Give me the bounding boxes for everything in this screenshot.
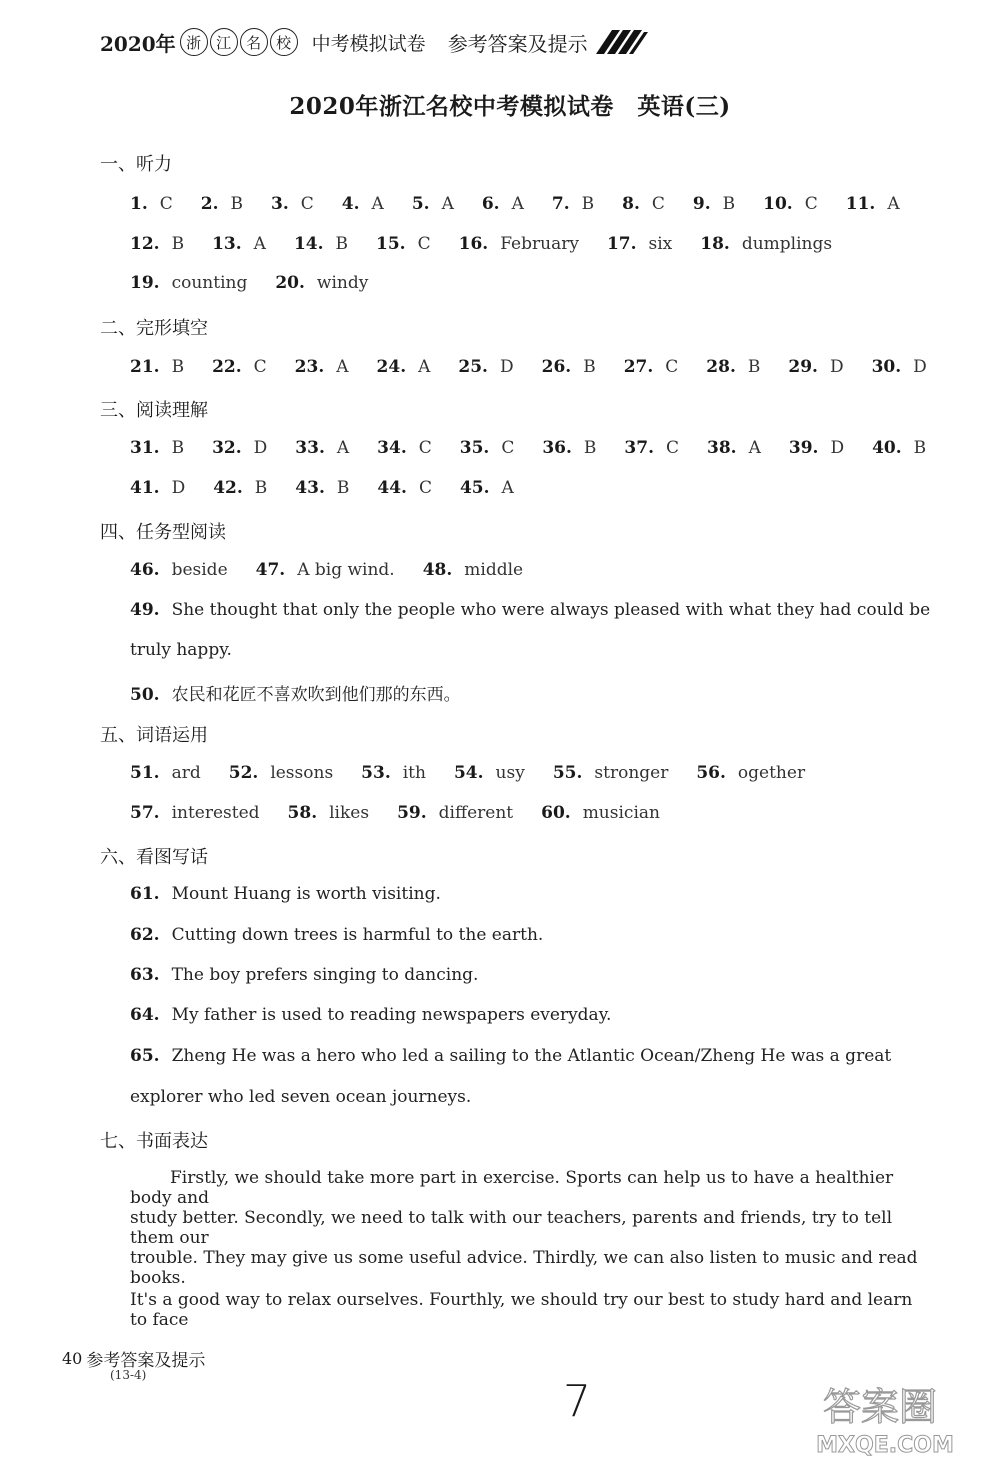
header-stripes-icon xyxy=(596,30,648,54)
answer-row xyxy=(130,763,833,783)
question-number: 64. xyxy=(130,1005,160,1025)
answer-value: C xyxy=(651,194,665,214)
answer-value: C xyxy=(159,194,173,214)
question-number: 17. xyxy=(606,234,637,254)
answer-text: Cutting down trees is harmful to the earth. xyxy=(171,925,544,945)
header-year: 2020年 xyxy=(100,31,176,56)
answer-row xyxy=(130,438,954,458)
question-number: 3. xyxy=(271,194,289,214)
answer-value: February xyxy=(500,234,579,254)
essay-line: Firstly, we should take more part in exercise. Sports can help us to have a healthier body and xyxy=(130,1168,894,1208)
answer-line xyxy=(130,1087,471,1107)
answer-value: C xyxy=(300,194,314,214)
answer-value: D xyxy=(913,357,927,377)
answer-text: explorer who led seven ocean journeys. xyxy=(130,1087,472,1107)
answer-row xyxy=(130,273,396,293)
question-number: 32. xyxy=(212,438,242,458)
question-number: 37. xyxy=(624,438,654,458)
section-heading: 五、词语运用 xyxy=(100,725,208,746)
question-number: 40. xyxy=(872,438,902,458)
answer-line xyxy=(130,1046,891,1066)
question-number: 15. xyxy=(376,234,406,254)
question-number: 57. xyxy=(130,803,160,823)
answer-value: stronger xyxy=(594,763,669,783)
question-number: 53. xyxy=(361,763,391,783)
question-number: 27. xyxy=(623,357,654,377)
question-number: 8. xyxy=(622,194,640,214)
answer-value: D xyxy=(171,478,186,498)
answer-value: counting xyxy=(171,273,248,293)
header-seal: 校 xyxy=(270,28,298,56)
answer-value: D xyxy=(499,357,514,377)
answer-value: D xyxy=(830,438,845,458)
question-number: 46. xyxy=(130,560,160,580)
answer-row xyxy=(130,560,551,580)
answer-value: C xyxy=(253,357,267,377)
question-number: 65. xyxy=(130,1046,160,1066)
answer-value: B xyxy=(230,194,244,214)
question-number: 43. xyxy=(295,478,325,498)
question-number: 11. xyxy=(845,194,876,214)
question-number: 51. xyxy=(130,763,160,783)
answer-line xyxy=(130,965,478,985)
section-heading: 三、阅读理解 xyxy=(100,400,208,421)
question-number: 63. xyxy=(130,965,160,985)
question-number: 12. xyxy=(130,234,160,254)
answer-value: A xyxy=(887,194,900,214)
answer-value: A xyxy=(371,194,384,214)
question-number: 18. xyxy=(700,234,730,254)
answer-value: C xyxy=(665,357,679,377)
answer-value: likes xyxy=(329,803,370,823)
page-title: 2020年浙江名校中考模拟试卷 英语(三) xyxy=(289,93,731,120)
answer-value: B xyxy=(913,438,927,458)
question-number: 14. xyxy=(293,234,324,254)
question-number: 36. xyxy=(542,438,572,458)
question-number: 19. xyxy=(130,273,160,293)
question-number: 25. xyxy=(458,357,488,377)
question-number: 41. xyxy=(130,478,160,498)
answer-value: A xyxy=(441,194,454,214)
header-seal: 浙 xyxy=(180,28,208,56)
answer-line xyxy=(130,925,543,945)
question-number: 55. xyxy=(552,763,583,783)
answer-value: beside xyxy=(171,560,228,580)
question-number: 61. xyxy=(130,884,160,904)
essay-line: It's a good way to relax ourselves. Fourthly, we should try our best to study hard and learn to face xyxy=(130,1290,913,1330)
answer-value: B xyxy=(171,357,185,377)
answer-value: usy xyxy=(495,763,525,783)
answer-value: C xyxy=(418,438,432,458)
section-heading: 四、任务型阅读 xyxy=(100,522,226,543)
essay-line: trouble. They may give us some useful advice. Thirdly, we can also listen to music and read books. xyxy=(130,1248,918,1288)
question-number: 54. xyxy=(453,763,484,783)
question-number: 50. xyxy=(130,685,160,705)
answer-value: interested xyxy=(171,803,260,823)
answer-value: B xyxy=(722,194,736,214)
answer-value: ith xyxy=(402,763,426,783)
header-series: 中考模拟试卷 xyxy=(311,32,426,55)
answer-text: She thought that only the people who were always pleased with what they had could be xyxy=(171,600,931,620)
question-number: 9. xyxy=(692,194,711,214)
answer-value: A xyxy=(501,478,514,498)
answer-text: truly happy. xyxy=(130,640,232,660)
answer-text: My father is used to reading newspapers everyday. xyxy=(171,1005,612,1025)
answer-row xyxy=(130,357,955,377)
answer-value: C xyxy=(418,478,432,498)
answer-row xyxy=(130,478,542,498)
answer-value: B xyxy=(581,194,595,214)
answer-value: A xyxy=(253,234,266,254)
question-number: 56. xyxy=(696,763,726,783)
question-number: 13. xyxy=(212,234,242,254)
question-number: 52. xyxy=(228,763,259,783)
answer-line xyxy=(130,884,441,904)
question-number: 34. xyxy=(377,438,407,458)
answer-value: ard xyxy=(171,763,201,783)
page-number: 40 xyxy=(62,1349,83,1368)
header-seal: 江 xyxy=(210,28,238,56)
question-number: 42. xyxy=(213,478,243,498)
question-number: 28. xyxy=(706,357,736,377)
answer-value: C xyxy=(501,438,515,458)
question-number: 31. xyxy=(130,438,160,458)
handwritten-mark: 7 xyxy=(563,1376,591,1427)
answer-value: musician xyxy=(582,803,660,823)
answer-value: ogether xyxy=(737,763,806,783)
question-number: 45. xyxy=(459,478,490,498)
answer-value: B xyxy=(171,438,185,458)
svg-text:答案圈: 答案圈 xyxy=(822,1385,938,1429)
answer-row xyxy=(130,194,928,214)
question-number: 20. xyxy=(275,273,305,293)
essay-line: study better. Secondly, we need to talk with our teachers, parents and friends, try to tell them our xyxy=(130,1208,893,1248)
question-number: 23. xyxy=(294,357,325,377)
answer-value: A xyxy=(336,438,350,458)
section-heading: 六、看图写话 xyxy=(100,847,208,868)
question-number: 6. xyxy=(481,194,500,214)
header-seal-group xyxy=(180,28,300,56)
question-number: 5. xyxy=(411,194,430,214)
question-number: 7. xyxy=(551,194,570,214)
question-number: 58. xyxy=(287,803,318,823)
answer-value: C xyxy=(417,234,431,254)
answer-value: B xyxy=(583,357,596,377)
page-header xyxy=(100,24,648,60)
footer-label: 参考答案及提示 xyxy=(86,1351,206,1371)
answer-line xyxy=(130,680,461,705)
footer-sub: (13-4) xyxy=(110,1368,147,1382)
question-number: 24. xyxy=(376,357,407,377)
question-number: 44. xyxy=(377,478,407,498)
answer-text: 农民和花匠不喜欢吹到他们那的东西。 xyxy=(171,685,461,705)
answer-value: B xyxy=(171,234,185,254)
answer-value: B xyxy=(336,478,350,498)
answer-value: B xyxy=(747,357,761,377)
answer-line xyxy=(130,600,930,620)
answer-value: B xyxy=(583,438,597,458)
answer-row xyxy=(130,234,860,254)
question-number: 62. xyxy=(130,925,160,945)
answer-value: dumplings xyxy=(741,234,833,254)
question-number: 21. xyxy=(130,357,160,377)
answer-value: D xyxy=(253,438,268,458)
answer-value: A xyxy=(748,438,761,458)
question-number: 48. xyxy=(422,560,453,580)
question-number: 4. xyxy=(341,194,360,214)
question-number: 1. xyxy=(130,194,148,214)
question-number: 47. xyxy=(255,560,286,580)
svg-text:MXQE.COM: MXQE.COM xyxy=(816,1433,954,1458)
answer-value: lessons xyxy=(270,763,334,783)
question-number: 16. xyxy=(458,234,489,254)
answer-value: D xyxy=(829,357,844,377)
answer-value: A xyxy=(418,357,431,377)
question-number: 49. xyxy=(130,600,160,620)
answer-value: C xyxy=(666,438,680,458)
question-number: 39. xyxy=(788,438,819,458)
watermark-logo xyxy=(780,1380,990,1458)
section-heading: 二、完形填空 xyxy=(100,318,208,339)
answer-text: The boy prefers singing to dancing. xyxy=(171,965,479,985)
answer-text: Zheng He was a hero who led a sailing to the Atlantic Ocean/Zheng He was a great xyxy=(171,1046,892,1066)
header-section: 参考答案及提示 xyxy=(447,31,588,56)
answer-line xyxy=(130,640,232,660)
answer-value: A xyxy=(336,357,349,377)
question-number: 38. xyxy=(707,438,737,458)
answer-value: B xyxy=(254,478,268,498)
question-number: 22. xyxy=(212,357,242,377)
answer-value: middle xyxy=(464,560,524,580)
question-number: 33. xyxy=(295,438,325,458)
question-number: 59. xyxy=(397,803,427,823)
answer-value: A big wind. xyxy=(297,560,395,580)
question-number: 35. xyxy=(459,438,490,458)
question-number: 29. xyxy=(788,357,818,377)
question-number: 26. xyxy=(541,357,572,377)
header-seal: 名 xyxy=(240,28,268,56)
answer-line xyxy=(130,1005,611,1025)
section-heading: 七、书面表达 xyxy=(100,1131,208,1152)
answer-text: Mount Huang is worth visiting. xyxy=(171,884,441,904)
question-number: 30. xyxy=(871,357,902,377)
answer-value: six xyxy=(648,234,673,254)
question-number: 60. xyxy=(541,803,571,823)
answer-value: B xyxy=(335,234,349,254)
answer-value: A xyxy=(511,194,524,214)
answer-value: windy xyxy=(316,273,369,293)
answer-row xyxy=(130,803,688,823)
section-heading: 一、听力 xyxy=(100,154,172,175)
question-number: 10. xyxy=(763,194,793,214)
question-number: 2. xyxy=(200,194,219,214)
answer-value: C xyxy=(804,194,818,214)
answer-value: different xyxy=(438,803,514,823)
